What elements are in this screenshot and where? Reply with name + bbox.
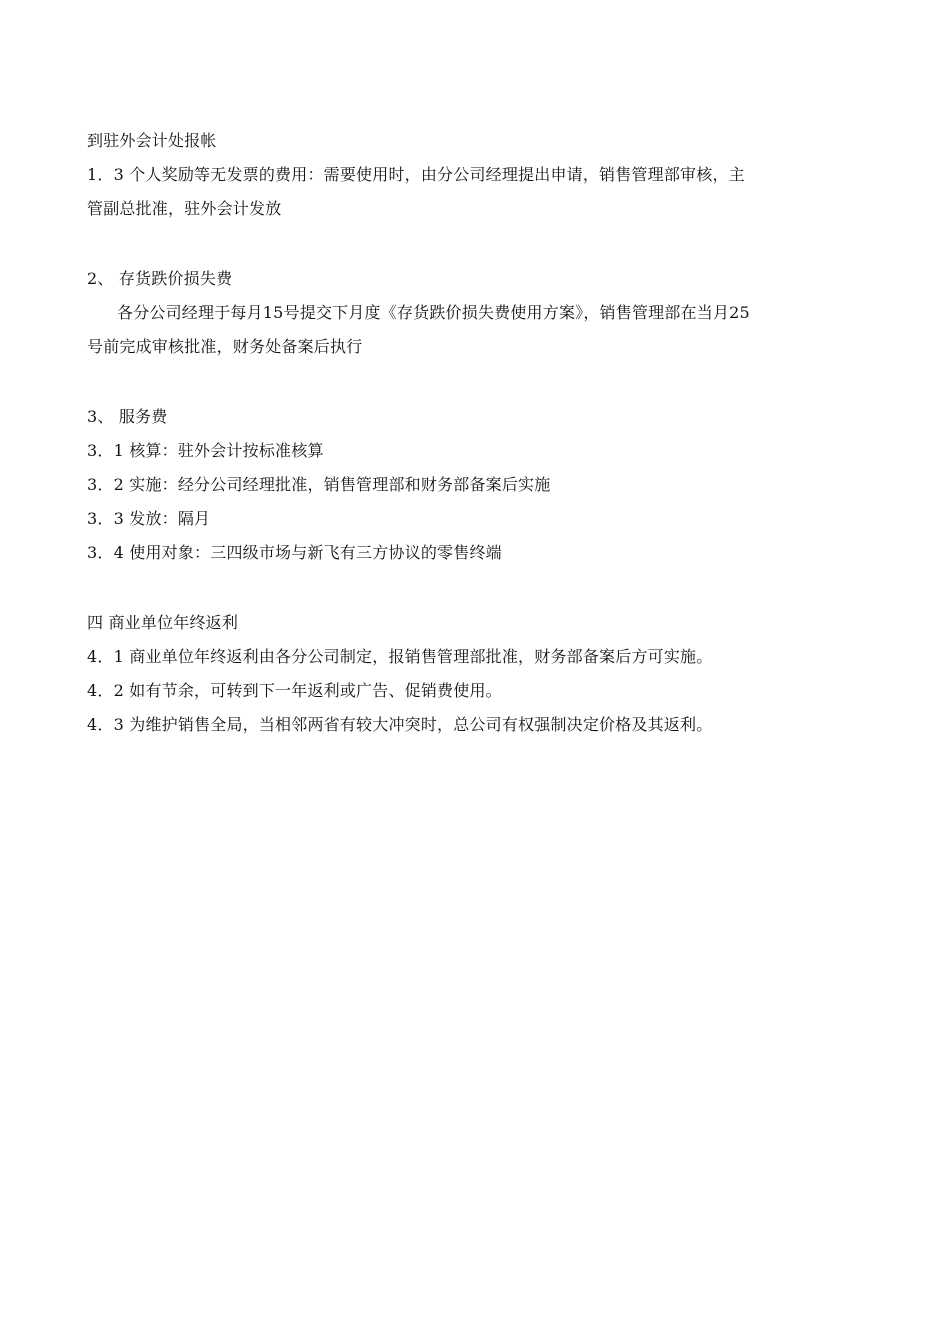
paragraph-gap: [87, 570, 867, 606]
paragraph-gap: [87, 364, 867, 400]
item-1-3-line-1: 1．3 个人奖励等无发票的费用：需要使用时，由分公司经理提出申请，销售管理部审核，主: [87, 165, 745, 184]
section-2-paragraph-line-2: 号前完成审核批准，财务处备案后执行: [87, 337, 363, 356]
section-4-item-1: 4．1 商业单位年终返利由各分公司制定，报销售管理部批准，财务部备案后方可实施。: [87, 647, 713, 666]
document-body: [87, 124, 867, 742]
section-4-item-2: 4．2 如有节余，可转到下一年返利或广告、促销费使用。: [87, 681, 502, 700]
text-line: 到驻外会计处报帐: [87, 131, 217, 150]
section-3-item-3: 3．3 发放：隔月: [87, 509, 211, 528]
section-3-heading: 3、 服务费: [87, 407, 168, 426]
section-2-paragraph-line-1: 各分公司经理于每月15号提交下月度《存货跌价损失费使用方案》，销售管理部在当月25: [117, 303, 750, 322]
paragraph-gap: [87, 226, 867, 262]
section-4-item-3: 4．3 为维护销售全局，当相邻两省有较大冲突时，总公司有权强制决定价格及其返利。: [87, 715, 713, 734]
section-3-item-1: 3．1 核算：驻外会计按标准核算: [87, 441, 324, 460]
section-3-item-4: 3．4 使用对象：三四级市场与新飞有三方协议的零售终端: [87, 543, 502, 562]
section-2-heading: 2、 存货跌价损失费: [87, 269, 233, 288]
section-4-heading: 四 商业单位年终返利: [87, 613, 239, 632]
item-1-3-line-2: 管副总批准，驻外会计发放: [87, 199, 282, 218]
section-3-item-2: 3．2 实施：经分公司经理批准，销售管理部和财务部备案后实施: [87, 475, 551, 494]
